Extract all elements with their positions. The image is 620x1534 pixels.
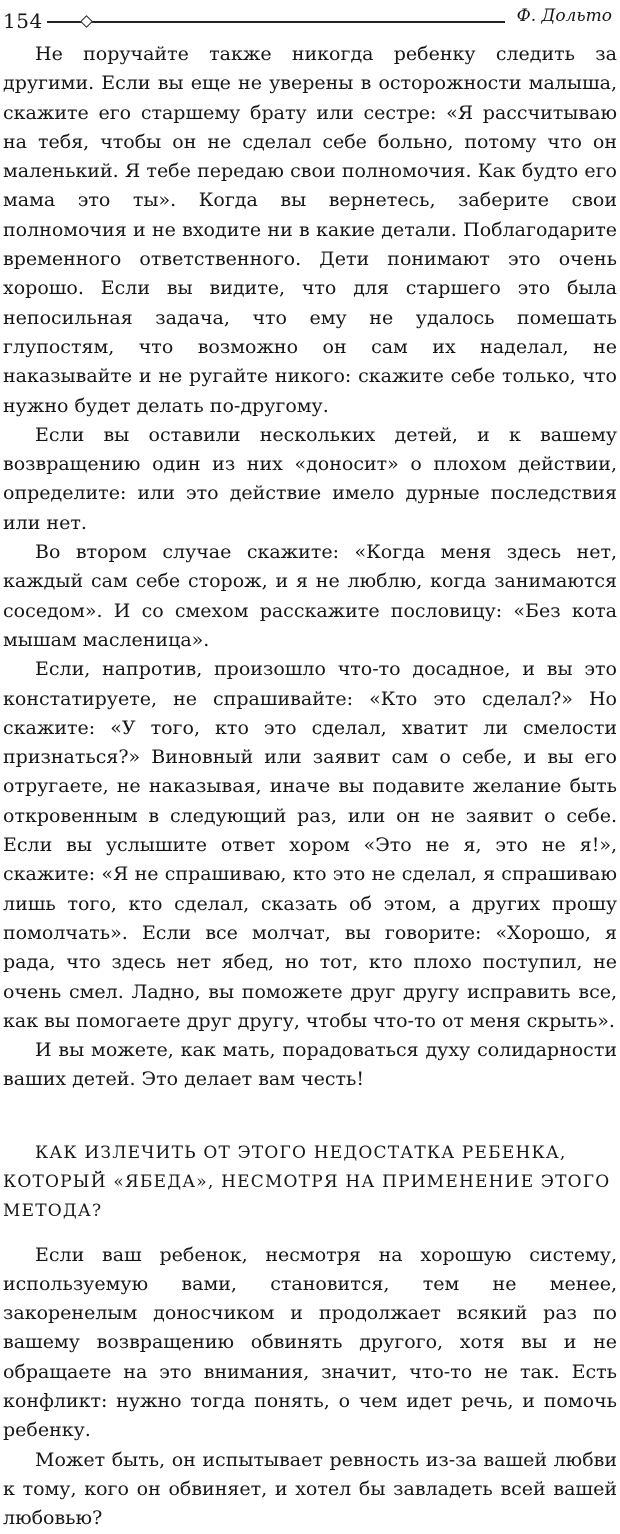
running-head-author: Ф. Дольто	[516, 6, 612, 26]
paragraph: Во втором случае скажите: «Когда меня здесь нет, каждый сам себе сторож, и я не люблю, когда занимаются соседом». И со смехом расскажите пословицу: «Без кота мышам масленица».	[3, 541, 617, 651]
paragraph: Не поручайте также никогда ребенку следить за другими. Если вы еще не уверены в осторожности малыша, скажите его старшему брату или сестре: «Я рассчитываю на тебя, чтобы он не сделал себе больно, потому что он маленький. Я тебе передаю свои полномочия. Как будто его мама это ты». Когда вы вернетесь, заберите свои полномочия и не входите ни в какие детали. Поблагодарите временного ответственного. Дети понимают это очень хорошо. Если вы видите, что для старшего это была непосильная задача, что ему не удалось помешать глупостям, что возможно он сам их наделал, не наказывайте и не ругайте никого: скажите себе только, что нужно будет делать по-другому.	[3, 43, 617, 417]
page-header	[0, 0, 620, 40]
header-rule	[47, 21, 505, 23]
paragraph: Если вы оставили нескольких детей, и к вашему возвращению один из них «доносит» о плохом действии, определите: или это действие имело дурные последствия или нет.	[3, 423, 617, 534]
header-diamond-ornament	[80, 15, 93, 28]
paragraph: Может быть, он испытывает ревность из-за вашей любви к тому, кого он обвиняет, и хотел бы завладеть всей вашей любовью?	[3, 1448, 617, 1530]
paragraph: Если, напротив, произошло что-то досадное, и вы это констатируете, не спрашивайте: «Кто это сделал?» Но скажите: «У того, кто это сделал, хватит ли смелости признаться?» Виновный или заявит сам о себе, и вы его отругаете, не наказывая, иначе вы подавите желание быть откровенным в следующий раз, или он не заявит о себе. Если вы услышите ответ хором «Это не я, это не я!», скажите: «Я не спрашиваю, кто это не сделал, я спрашиваю лишь того, кто сделал, сказать об этом, а других прошу помолчать». Если все молчат, вы говорите: «Хорошо, я рада, что здесь нет ябед, но тот, кто плохо поступил, не очень смел. Ладно, вы поможете друг другу исправить все, как вы помогаете друг другу, чтобы что-то от меня скрыть».	[3, 658, 617, 1032]
page-body	[3, 40, 617, 1534]
paragraph: И вы можете, как мать, порадоваться духу солидарности ваших детей. Это делает вам честь!	[3, 1039, 617, 1091]
page-number: 154	[3, 9, 43, 33]
paragraph: Если ваш ребенок, несмотря на хорошую систему, используемую вами, становится, тем не менее, закоренелым доносчиком и продолжает всякий раз по вашему возвращению обвинять другого, хотя вы и не обращаете на это внимания, значит, что-то не так. Есть конфликт: нужно тогда понять, о чем идет речь, и помочь ребенку.	[3, 1243, 617, 1442]
section-heading: КАК ИЗЛЕЧИТЬ ОТ ЭТОГО НЕДОСТАТКА РЕБЕНКА, КОТОРЫЙ «ЯБЕДА», НЕСМОТРЯ НА ПРИМЕНЕНИЕ ЭТОГО МЕТОДА?	[3, 1142, 611, 1222]
